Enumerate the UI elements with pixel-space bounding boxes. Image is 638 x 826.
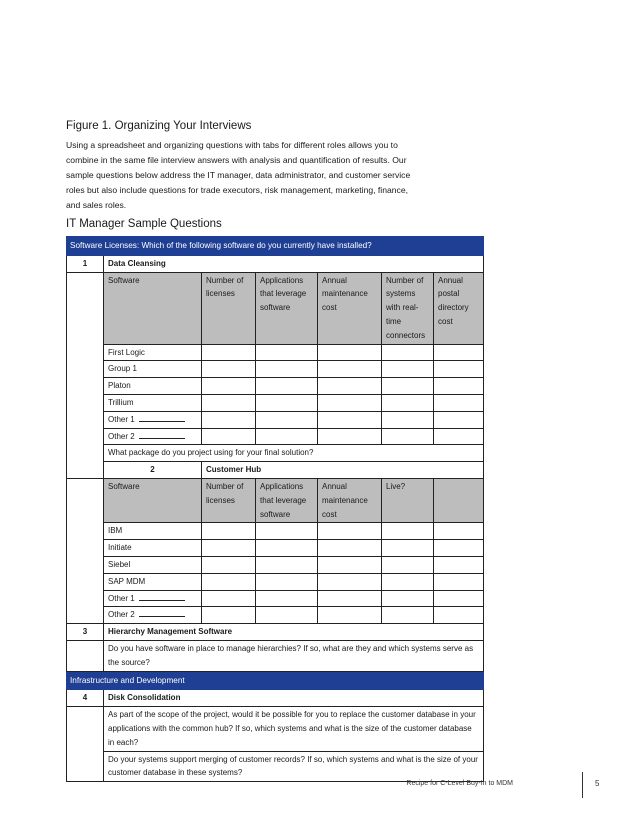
question-title: Customer Hub xyxy=(202,462,484,479)
software-name: Platon xyxy=(104,378,202,395)
section-band-software-licenses: Software Licenses: Which of the following software do you currently have installed? xyxy=(67,237,484,256)
table-row xyxy=(67,378,484,395)
intro-line: Using a spreadsheet and organizing questions with tabs for different roles allows you to xyxy=(66,140,398,150)
table-row xyxy=(67,344,484,361)
table-row xyxy=(67,540,484,557)
table-row xyxy=(67,361,484,378)
software-name: Other 1 xyxy=(108,414,135,424)
col-header: Applications that leverage software xyxy=(256,272,318,344)
software-name: Group 1 xyxy=(104,361,202,378)
table-row xyxy=(67,573,484,590)
col-header: Applications that leverage software xyxy=(256,478,318,522)
software-name: First Logic xyxy=(104,344,202,361)
software-name: Initiate xyxy=(104,540,202,557)
col-header: Annual maintenance cost xyxy=(318,272,382,344)
software-name: Trillium xyxy=(104,394,202,411)
table-row xyxy=(67,556,484,573)
intro-line: and sales roles. xyxy=(66,200,127,210)
table-row xyxy=(67,411,484,428)
col-header: Software xyxy=(104,478,202,522)
footer-title: Recipe for C-Level Buy-In to MDM xyxy=(406,780,513,787)
questions-table xyxy=(66,236,484,782)
col-header: Annual postal directory cost xyxy=(434,272,484,344)
intro-paragraph xyxy=(66,138,446,213)
question-number: 2 xyxy=(104,462,202,479)
figure-title: Figure 1. Organizing Your Interviews xyxy=(66,120,252,132)
question-number: 1 xyxy=(67,255,104,272)
blank-line[interactable] xyxy=(139,600,185,601)
question-text[interactable]: As part of the scope of the project, would it be possible for you to replace the customer database in your applications with the common hub? If so, which systems and what is the size of the customer database in each? xyxy=(104,707,484,751)
table-row xyxy=(67,607,484,624)
table-row xyxy=(67,523,484,540)
software-name: Siebel xyxy=(104,556,202,573)
col-header: Number of licenses xyxy=(202,272,256,344)
col-header: Live? xyxy=(382,478,434,522)
question-text[interactable]: Do you have software in place to manage hierarchies? If so, what are they and which systems serve as the source? xyxy=(104,640,484,671)
column-header-row xyxy=(67,478,484,522)
page-number: 5 xyxy=(595,779,600,788)
software-name: Other 2 xyxy=(108,431,135,441)
question-number: 3 xyxy=(67,624,104,641)
section-title: IT Manager Sample Questions xyxy=(66,218,222,230)
col-header xyxy=(434,478,484,522)
column-header-row xyxy=(67,272,484,344)
question-title: Disk Consolidation xyxy=(104,690,484,707)
question-number: 4 xyxy=(67,690,104,707)
question-text[interactable]: Do your systems support merging of customer records? If so, which systems and what is the size of your customer database in these systems? xyxy=(104,751,484,782)
intro-line: combine in the same file interview answers with analysis and quantification of results. Our xyxy=(66,155,407,165)
section-band-infrastructure: Infrastructure and Development xyxy=(67,671,484,690)
software-name: Other 1 xyxy=(108,593,135,603)
col-header: Software xyxy=(104,272,202,344)
question-title: Hierarchy Management Software xyxy=(104,624,484,641)
col-header: Number of systems with real-time connectors xyxy=(382,272,434,344)
followup-question[interactable]: What package do you project using for your final solution? xyxy=(104,445,484,462)
blank-line[interactable] xyxy=(139,616,185,617)
question-title: Data Cleansing xyxy=(104,255,484,272)
software-name: SAP MDM xyxy=(104,573,202,590)
col-header: Number of licenses xyxy=(202,478,256,522)
software-name: Other 2 xyxy=(108,610,135,620)
footer-divider xyxy=(582,772,583,798)
col-header: Annual maintenance cost xyxy=(318,478,382,522)
intro-line: roles but also include questions for trade executors, risk management, marketing, finance, xyxy=(66,185,409,195)
table-row xyxy=(67,590,484,607)
intro-line: sample questions below address the IT manager, data administrator, and customer service xyxy=(66,170,411,180)
blank-line[interactable] xyxy=(139,421,185,422)
table-row xyxy=(67,394,484,411)
software-name: IBM xyxy=(104,523,202,540)
table-row xyxy=(67,428,484,445)
blank-line[interactable] xyxy=(139,438,185,439)
